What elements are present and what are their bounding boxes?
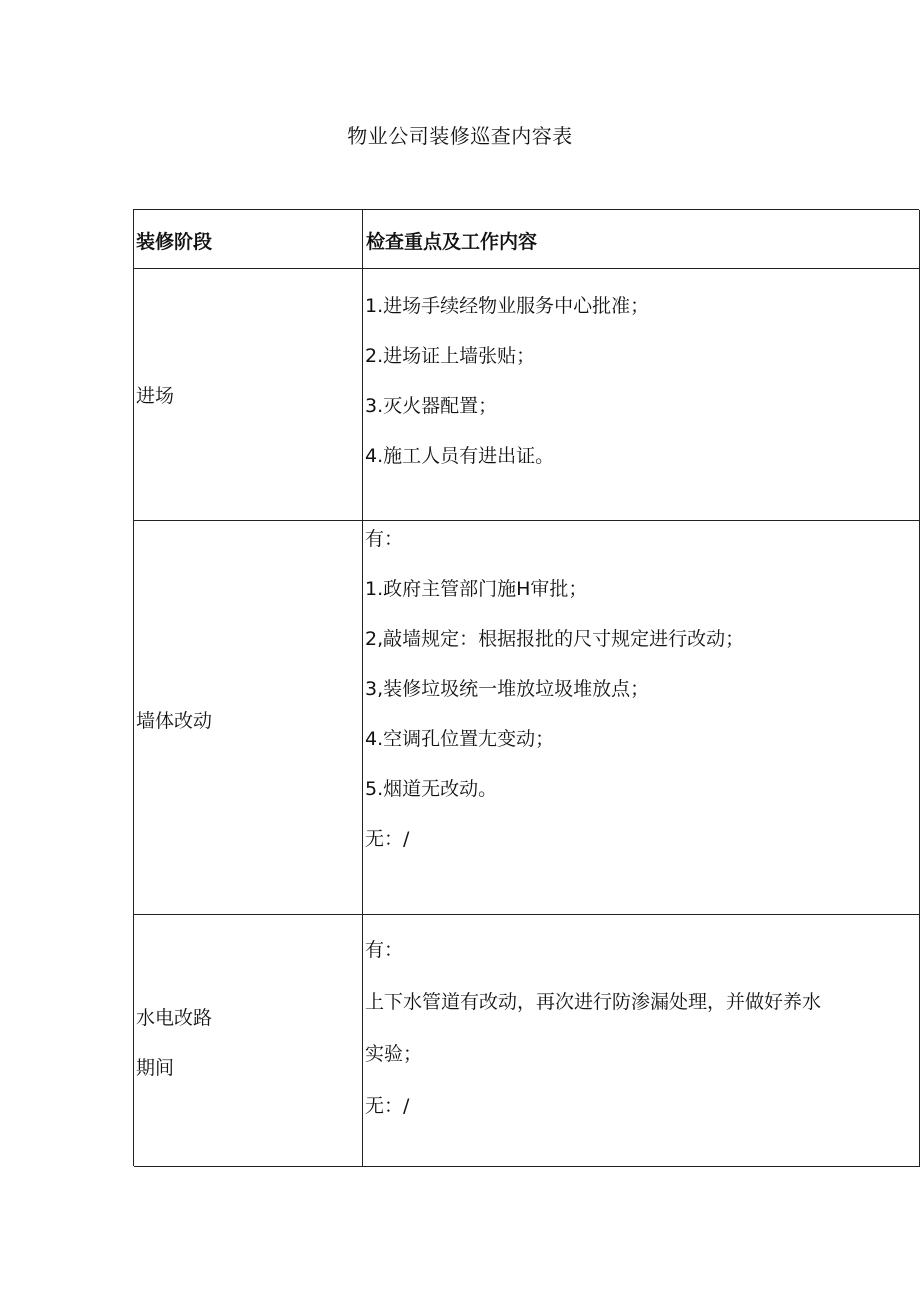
table-row-stage-cell	[134, 915, 363, 1167]
content-line: 4.空调孔位置尢变动；	[365, 728, 555, 750]
stage-label: 水电改路	[136, 1007, 213, 1029]
content-line: 无：/	[365, 1095, 410, 1117]
stage-label: 墙体改动	[136, 710, 213, 732]
content-line: 2.进场证上墙张贴；	[365, 345, 536, 367]
header-content-label: 检查重点及工作内容	[366, 231, 538, 253]
content-line: 有：	[365, 939, 404, 961]
table-row-stage-cell	[134, 269, 363, 521]
content-line: 4.施工人员有进出证。	[365, 445, 555, 467]
header-stage-label: 装修阶段	[136, 231, 213, 253]
content-line: 实验；	[365, 1043, 423, 1065]
content-line: 3.灭火器配置；	[365, 395, 498, 417]
table-row-stage-cell	[134, 521, 363, 915]
document-title: 物业公司装修巡查内容表	[347, 124, 573, 148]
content-line: 5.烟道无改动。	[365, 778, 498, 800]
header-cell-stage	[134, 210, 363, 269]
inspection-table	[133, 209, 919, 1166]
table-row-content-cell	[363, 521, 920, 915]
header-cell-content	[363, 210, 920, 269]
stage-label: 期间	[136, 1057, 175, 1079]
content-line: 3,装修垃圾统一堆放垃圾堆放点；	[365, 678, 650, 700]
content-line: 有：	[365, 528, 404, 550]
table-row-content-cell	[363, 915, 920, 1167]
content-line: 无：/	[365, 828, 410, 850]
content-line: 上下水管道有改动，再次进行防渗漏处理，并做好养水	[365, 991, 822, 1013]
table-row-content-cell	[363, 269, 920, 521]
content-line: 2,敲墙规定：根据报批的尺寸规定进行改动；	[365, 628, 745, 650]
stage-label: 进场	[136, 385, 175, 407]
content-line: 1.进场手续经物业服务中心批准；	[365, 295, 650, 317]
content-line: 1.政府主管部门施H审批；	[365, 578, 588, 600]
